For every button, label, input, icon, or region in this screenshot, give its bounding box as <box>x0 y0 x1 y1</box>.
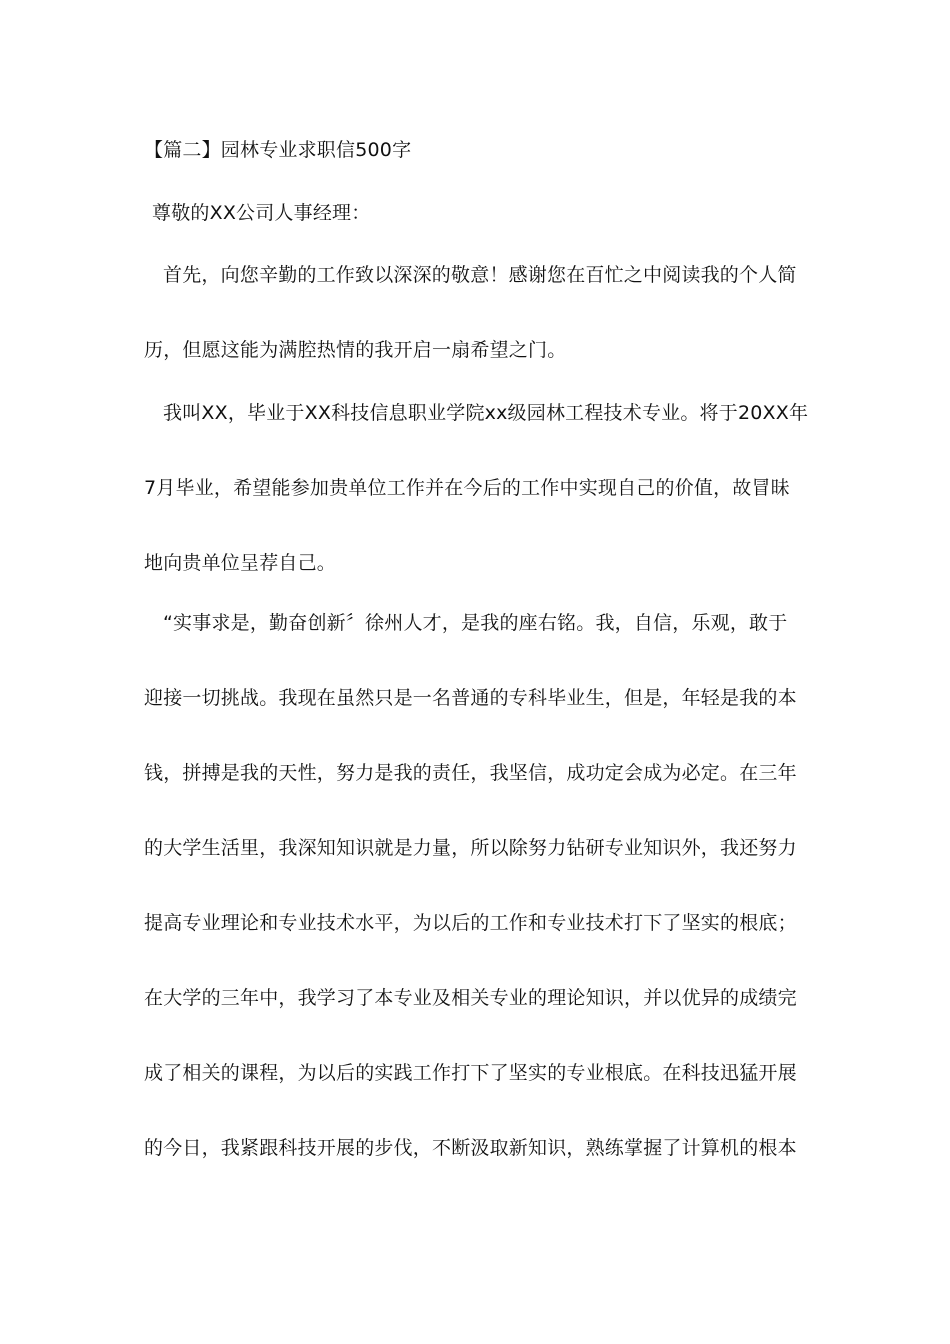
body-line: “实事求是，勤奋创新〞徐州人才，是我的座右铭。我，自信，乐观，敢于 <box>163 612 788 634</box>
body-line: 7月毕业，希望能参加贵单位工作并在今后的工作中实现自己的价值，故冒昧 <box>144 477 790 499</box>
salutation: 尊敬的XX公司人事经理： <box>152 202 371 224</box>
body-line: 钱，拼搏是我的天性，努力是我的责任，我坚信，成功定会成为必定。在三年 <box>144 762 797 784</box>
body-line: 首先，向您辛勤的工作致以深深的敬意！感谢您在百忙之中阅读我的个人简 <box>163 264 797 286</box>
body-line: 地向贵单位呈荐自己。 <box>144 552 337 574</box>
body-line: 的今日，我紧跟科技开展的步伐，不断汲取新知识，熟练掌握了计算机的根本 <box>144 1137 797 1159</box>
document-title: 【篇二】园林专业求职信500字 <box>144 139 412 161</box>
body-line: 成了相关的课程，为以后的实践工作打下了坚实的专业根底。在科技迅猛开展 <box>144 1062 797 1084</box>
body-line: 迎接一切挑战。我现在虽然只是一名普通的专科毕业生，但是，年轻是我的本 <box>144 687 797 709</box>
body-line: 的大学生活里，我深知知识就是力量，所以除努力钻研专业知识外，我还努力 <box>144 837 797 859</box>
body-line: 提高专业理论和专业技术水平，为以后的工作和专业技术打下了坚实的根底； <box>144 912 797 934</box>
body-line: 在大学的三年中，我学习了本专业及相关专业的理论知识，并以优异的成绩完 <box>144 987 797 1009</box>
body-line: 历，但愿这能为满腔热情的我开启一扇希望之门。 <box>144 339 567 361</box>
body-line: 我叫XX，毕业于XX科技信息职业学院xx级园林工程技术专业。将于20XX年 <box>163 402 809 424</box>
